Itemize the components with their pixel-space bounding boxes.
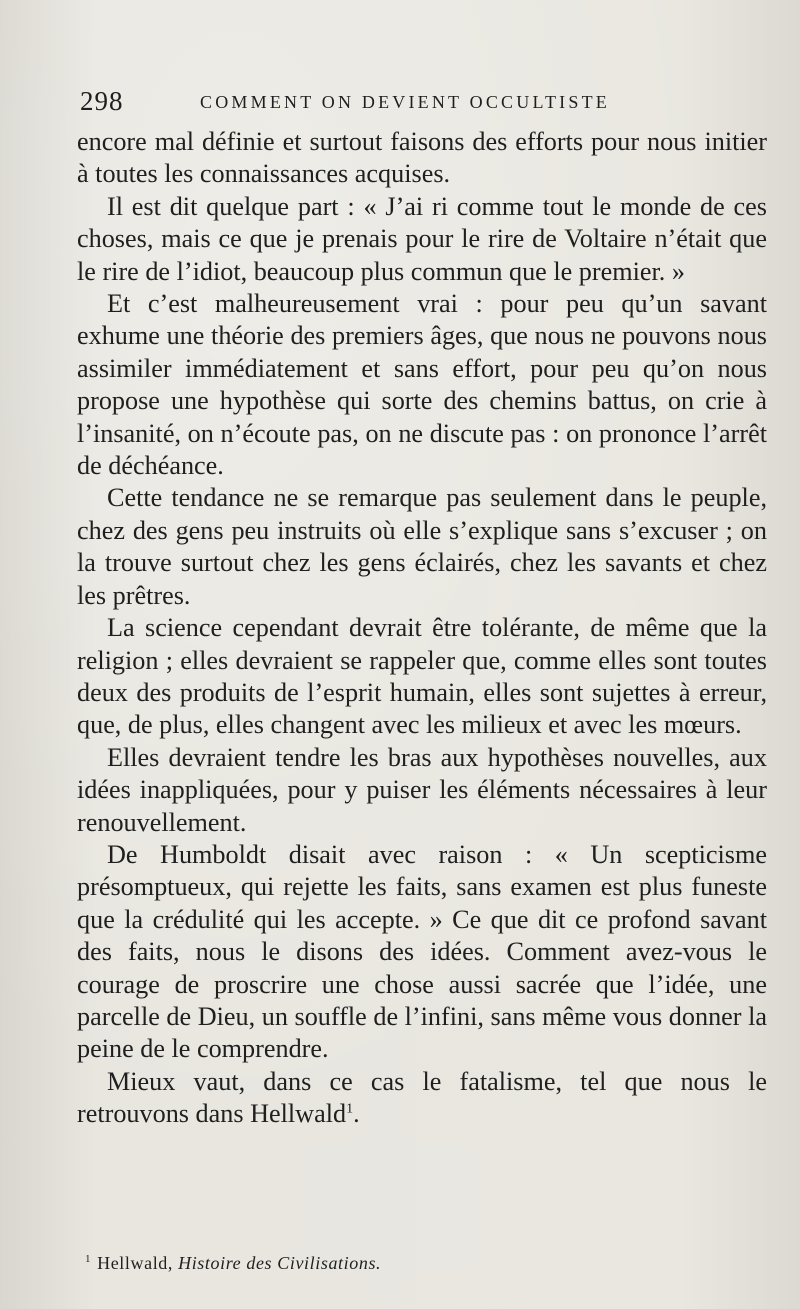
- paragraph: Et c’est malheureusement vrai : pour peu qu’un savant exhume une théorie des premiers âges, que nous ne pouvons nous assimiler immédiatement et sans effort, pour peu qu’on nous propose une hypothèse qui sorte des chemins battus, on crie à l’insanité, on n’écoute pas, on ne discute pas : on prononce l’arrêt de déchéance.: [77, 289, 767, 481]
- footnote: [85, 1253, 685, 1274]
- last-paragraph: [77, 1066, 767, 1131]
- paragraph: encore mal définie et surtout faisons des efforts pour nous initier à toutes les connaissances acquises.: [77, 127, 767, 189]
- page-header: [80, 86, 680, 116]
- paragraph: Il est dit quelque part : « J’ai ri comme tout le monde de ces choses, mais ce que je prenais pour le rire de Voltaire n’était que le rire de l’idiot, beaucoup plus commun que le premier. »: [77, 191, 767, 286]
- running-title: COMMENT ON DEVIENT OCCULTISTE: [200, 92, 610, 112]
- footnote-author: Hellwald,: [97, 1253, 173, 1273]
- paragraph-end: .: [353, 1099, 360, 1129]
- paragraph: De Humboldt disait avec raison : « Un scepticisme présomptueux, qui rejette les faits, sans examen est plus funeste que la crédulité qui les accepte. » Ce que dit ce profond savant des faits, nous le disons des idées. Comment avez-vous le courage de proscrire une chose aussi sacrée que l’idée, une parcelle de Dieu, un souffle de l’infini, sans même vous donner la peine de le comprendre.: [77, 839, 767, 1064]
- paragraph: Elles devraient tendre les bras aux hypothèses nouvelles, aux idées inappliquées, pour y puiser les éléments nécessaires à leur renouvellement.: [77, 742, 767, 837]
- paragraph-text: Mieux vaut, dans ce cas le fatalisme, tel que nous le retrouvons dans Hellwald: [77, 1066, 767, 1129]
- page-number: 298: [80, 86, 124, 116]
- body-text: [77, 126, 767, 1131]
- paragraph: Cette tendance ne se remarque pas seulement dans le peuple, chez des gens peu instruits où elle s’explique sans s’excuser ; on la trouve surtout chez les gens éclairés, chez les savants et chez les prêtres.: [77, 483, 767, 610]
- footnote-title: Histoire des Civilisations.: [178, 1253, 382, 1273]
- footnote-mark: 1: [85, 1253, 92, 1265]
- paragraph: La science cependant devrait être tolérante, de même que la religion ; elles devraient se rappeler que, comme elles sont toutes deux des produits de l’esprit humain, elles sont sujettes à erreur, que, de plus, elles changent avec les milieux et avec les mœurs.: [77, 613, 767, 740]
- footnote-reference: 1: [346, 1101, 354, 1117]
